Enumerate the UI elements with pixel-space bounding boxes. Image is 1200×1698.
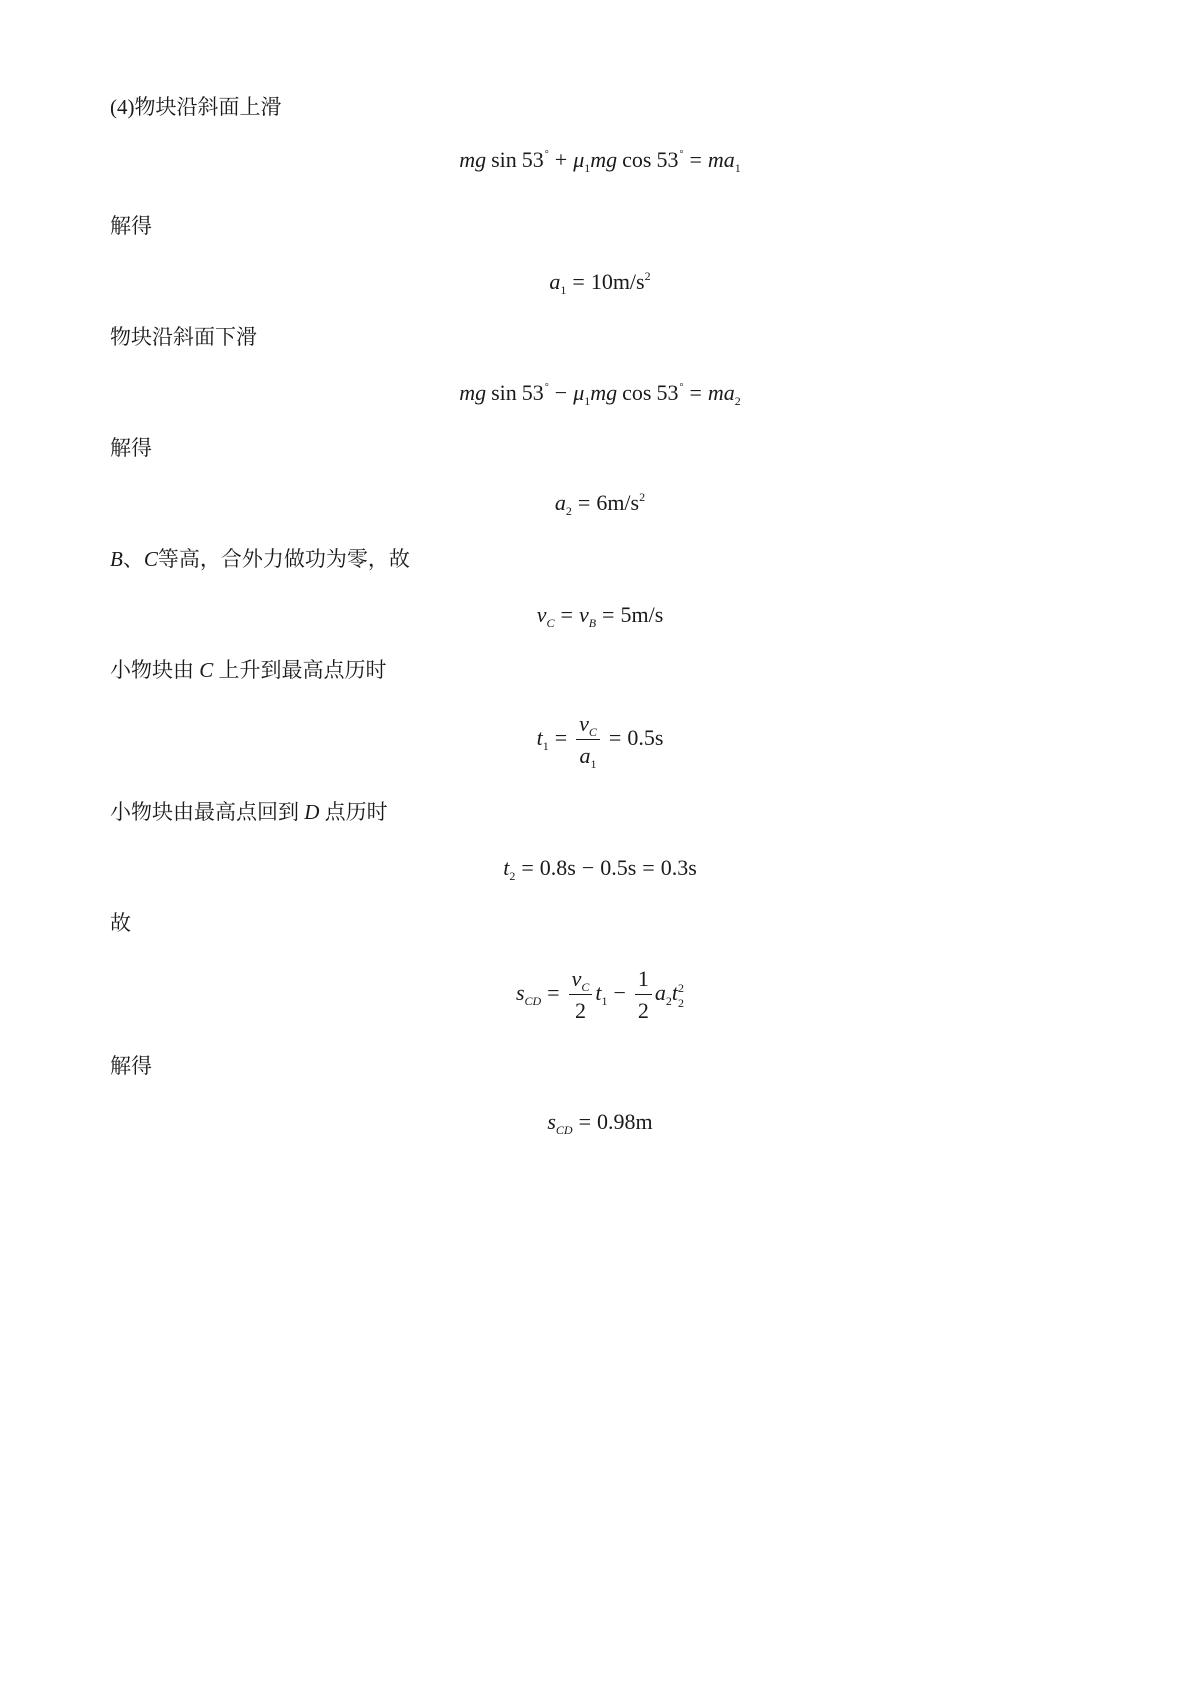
op-equals: = <box>602 602 615 627</box>
fraction-numerator <box>576 713 600 740</box>
paragraph-text: 小物块由最高点回到 <box>110 800 299 824</box>
var-a: a <box>579 743 591 768</box>
value-vc: 5m/s <box>620 602 664 627</box>
sub-c: C <box>588 725 597 739</box>
var-mu: μ <box>573 147 585 172</box>
sub-c: C <box>581 980 590 994</box>
paragraph-text: 点历时 <box>324 800 388 824</box>
var-t: t <box>536 725 543 751</box>
var-mu: μ <box>573 380 585 405</box>
sup-2: 2 <box>644 269 651 283</box>
sub-1: 1 <box>601 994 608 1009</box>
paragraph-block-solve-1 <box>110 216 152 237</box>
var-t: t <box>503 855 510 880</box>
var-mg: mg <box>459 380 487 405</box>
op-equals: = <box>689 147 702 172</box>
sub-2: 2 <box>509 869 516 883</box>
equation-a2 <box>0 490 1200 518</box>
equation-t2 <box>0 855 1200 883</box>
paragraph-block-solve-3 <box>110 1056 152 1077</box>
equation-a1 <box>0 269 1200 297</box>
fraction-numerator <box>569 968 593 995</box>
op-equals: = <box>608 725 622 751</box>
var-s: s <box>515 980 525 1006</box>
op-equals: = <box>689 380 702 405</box>
op-equals: = <box>560 602 573 627</box>
var-t: t <box>595 980 602 1006</box>
sub-1: 1 <box>542 739 549 754</box>
paragraph-block-rise-time <box>110 660 387 681</box>
equation-t1 <box>0 711 1200 771</box>
var-c: C <box>143 547 158 571</box>
num-53: 53 <box>521 147 544 172</box>
var-ma: ma <box>707 147 735 172</box>
sub-1: 1 <box>560 283 567 297</box>
paragraph-text: 等高，合外力做功为零，故 <box>157 547 410 571</box>
fn-cos: cos <box>622 147 652 172</box>
op-minus: − <box>581 855 595 880</box>
sup-2: 2 <box>639 490 646 504</box>
op-minus: − <box>613 980 626 1006</box>
fraction-denominator: 2 <box>574 998 586 1023</box>
op-equals: = <box>642 855 655 880</box>
paragraph-text: 解得 <box>110 1054 152 1078</box>
equation-scd-result <box>0 1109 1200 1137</box>
fraction-denominator: 2 <box>637 998 649 1023</box>
sub-2: 2 <box>678 995 685 1010</box>
degree-mark: ° <box>544 382 549 393</box>
paragraph-text: 上升到最高点历时 <box>218 658 387 682</box>
fn-cos: cos <box>622 380 652 405</box>
var-a: a <box>654 980 666 1006</box>
equation-scd-formula <box>0 968 1200 1022</box>
paragraph-text: 故 <box>110 911 131 935</box>
sub-2: 2 <box>665 994 672 1009</box>
sub-1: 1 <box>584 394 591 408</box>
degree-mark: ° <box>679 149 684 160</box>
sub-2: 2 <box>734 394 741 408</box>
fraction-one-half <box>635 968 652 1022</box>
var-v: v <box>571 966 582 991</box>
paragraph-block-return-time <box>110 802 388 823</box>
op-equals: = <box>577 490 591 515</box>
op-equals: = <box>554 725 568 751</box>
equation-force-down <box>0 380 1200 408</box>
var-b: B <box>110 547 123 571</box>
op-equals: = <box>572 269 585 294</box>
var-v: v <box>578 602 589 627</box>
sub-c: C <box>546 616 555 630</box>
fn-sin: sin <box>491 380 517 405</box>
paragraph-block-solve-2 <box>110 438 152 459</box>
paragraph-text: 解得 <box>110 436 152 460</box>
paragraph-text: 物块沿斜面下滑 <box>110 325 257 349</box>
sub-1: 1 <box>584 161 591 175</box>
var-t: t <box>671 980 679 1006</box>
paragraph-block-slide-up <box>110 97 282 118</box>
op-equals: = <box>547 980 560 1006</box>
var-mg: mg <box>590 380 618 405</box>
fraction-vc-over-2 <box>569 968 593 1022</box>
value-a1: 10m/s <box>590 269 645 294</box>
paragraph-block-slide-down <box>110 327 257 348</box>
op-plus: + <box>554 147 568 172</box>
var-mg: mg <box>590 147 618 172</box>
paragraph-text: (4)物块沿斜面上滑 <box>110 95 282 119</box>
equation-force-up <box>0 147 1200 175</box>
var-s: s <box>547 1109 556 1134</box>
value-08s: 0.8s <box>539 855 576 880</box>
var-ma: ma <box>707 380 735 405</box>
num-53: 53 <box>521 380 544 405</box>
value-t1: 0.5s <box>627 725 664 751</box>
sub-cd: CD <box>524 994 542 1009</box>
op-minus: − <box>554 380 568 405</box>
sub-sup-stack <box>678 982 684 1009</box>
degree-mark: ° <box>679 382 684 393</box>
paragraph-block-bc-equal-height <box>110 549 410 570</box>
value-05s: 0.5s <box>600 855 637 880</box>
sub-cd: CD <box>555 1123 573 1137</box>
paragraph-text: 小物块由 <box>110 658 194 682</box>
var-mg: mg <box>459 147 487 172</box>
paragraph-block-therefore <box>110 913 131 934</box>
fraction-vc-over-a1 <box>576 711 600 771</box>
fraction-numerator: 1 <box>635 968 652 995</box>
fn-sin: sin <box>491 147 517 172</box>
value-a2: 6m/s <box>596 490 640 515</box>
value-scd: 0.98m <box>597 1109 653 1134</box>
equation-vc <box>0 602 1200 630</box>
paragraph-text: 解得 <box>110 214 152 238</box>
var-v: v <box>579 711 589 736</box>
sub-1: 1 <box>734 161 741 175</box>
sub-2: 2 <box>565 504 572 518</box>
op-equals: = <box>578 1109 592 1134</box>
sup-2: 2 <box>678 980 685 995</box>
sub-b: B <box>588 616 597 630</box>
num-53: 53 <box>656 147 679 172</box>
var-v: v <box>536 602 547 627</box>
op-equals: = <box>521 855 534 880</box>
var-d: D <box>304 800 320 824</box>
degree-mark: ° <box>544 149 549 160</box>
separator: 、 <box>122 547 144 571</box>
var-c: C <box>199 658 214 682</box>
var-a: a <box>549 269 561 294</box>
num-53: 53 <box>656 380 679 405</box>
var-a: a <box>554 490 566 515</box>
sub-1: 1 <box>590 757 597 771</box>
fraction-denominator <box>577 740 600 771</box>
value-t2: 0.3s <box>660 855 697 880</box>
